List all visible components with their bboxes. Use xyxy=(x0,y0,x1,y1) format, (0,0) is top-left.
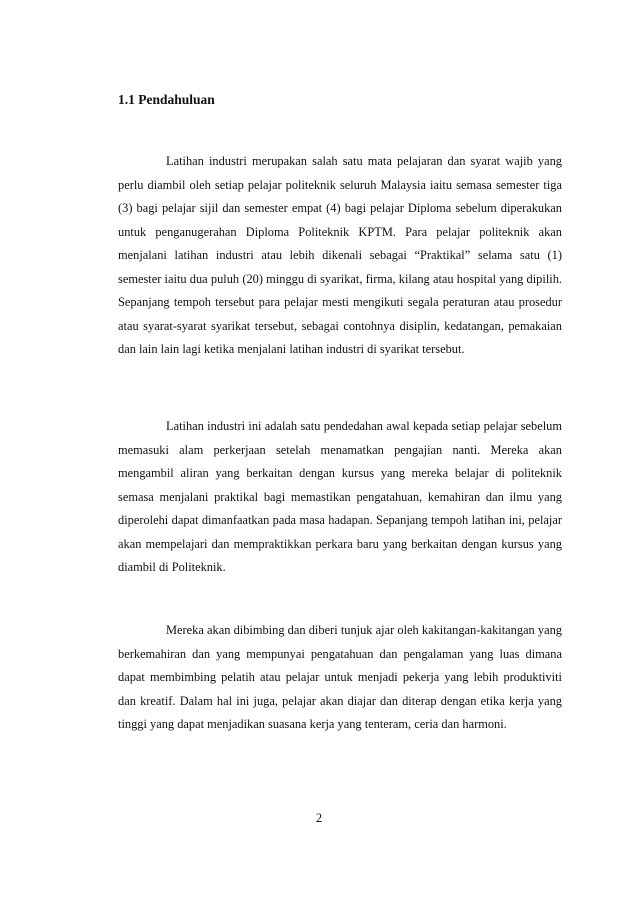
paragraph-introduction: Latihan industri merupakan salah satu mata pelajaran dan syarat wajib yang perlu diambil oleh setiap pelajar politeknik seluruh Malaysia iaitu semasa semester tiga (3) bagi pelajar sijil dan semester empat (4) bagi pelajar Diploma sebelum diperakukan untuk penganugerahan Diploma Politeknik KPTM. Para pelajar politeknik akan menjalani latihan industri atau lebih dikenali sebagai “Praktikal” selama satu (1) semester iaitu dua puluh (20) minggu di syarikat, firma, kilang atau hospital yang dipilih. Sepanjang tempoh tersebut para pelajar mesti mengikuti segala peraturan atau prosedur atau syarat-syarat syarikat tersebut, sebagai contohnya disiplin, kedatangan, pemakaian dan lain lain lagi ketika menjalani latihan industri di syarikat tersebut. xyxy=(118,154,562,356)
page-number: 2 xyxy=(315,811,323,825)
section-heading: 1.1 Pendahuluan xyxy=(118,92,215,107)
paragraph-guidance: Mereka akan dibimbing dan diberi tunjuk ajar oleh kakitangan-kakitangan yang berkemahiran dan yang mempunyai pengatahuan dan pengalaman yang luas dimana dapat membimbing pelatih atau pelajar untuk menjadi pekerja yang lebih produktiviti dan kreatif. Dalam hal ini juga, pelajar akan diajar dan diterap dengan etika kerja yang tinggi yang dapat menjadikan suasana kerja yang tenteram, ceria dan harmoni. xyxy=(118,623,562,731)
paragraph-exposure: Latihan industri ini adalah satu pendedahan awal kepada setiap pelajar sebelum memasuki alam perkerjaan setelah menamatkan pengajian nanti. Mereka akan mengambil aliran yang berkaitan dengan kursus yang mereka belajar di politeknik semasa menjalani praktikal bagi memastikan pengatahuan, kemahiran dan ilmu yang diperolehi dapat dimanfaatkan pada masa hadapan. Sepanjang tempoh latihan ini, pelajar akan mempelajari dan mempraktikkan perkara baru yang berkaitan dengan kursus yang diambil di Politeknik. xyxy=(118,419,562,574)
